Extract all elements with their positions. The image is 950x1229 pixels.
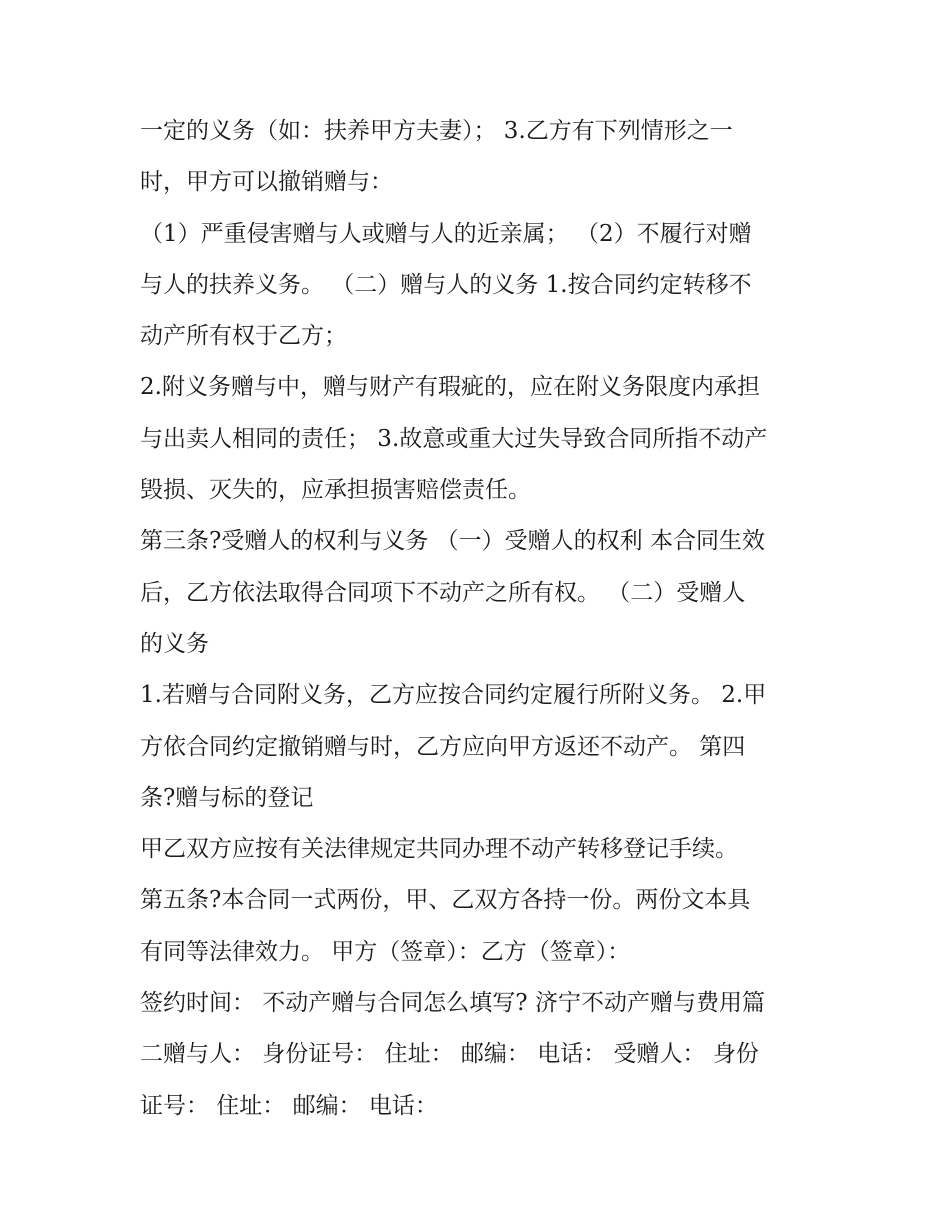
text-line: 条?赠与标的登记	[140, 784, 314, 811]
text-line: 一定的义务（如：扶养甲方夫妻）； 3.乙方有下列情形之一	[140, 118, 733, 144]
text-line: 二赠与人： 身份证号： 住址： 邮编： 电话： 受赠人： 身份	[140, 1041, 759, 1068]
text-line: （1）严重侵害赠与人或赠与人的近亲属； （2）不履行对赠	[140, 220, 752, 247]
text-line: 的义务	[140, 630, 209, 657]
text-line: 与出卖人相同的责任； 3.故意或重大过失导致合同所指不动产	[140, 425, 768, 452]
text-line: 1.若赠与合同附义务，乙方应按合同约定履行所附义务。 2.甲	[140, 682, 767, 709]
text-line: 方依合同约定撤销赠与时，乙方应向甲方返还不动产。 第四	[140, 733, 746, 760]
text-line: 后，乙方依法取得合同项下不动产之所有权。 （二）受赠人	[140, 579, 746, 606]
text-line: 第三条?受赠人的权利与义务 （一）受赠人的权利 本合同生效	[140, 528, 765, 555]
text-line: 2.附义务赠与中，赠与财产有瑕疵的，应在附义务限度内承担	[140, 374, 760, 401]
text-line: 有同等法律效力。 甲方（签章）：乙方（签章）：	[140, 938, 631, 965]
text-line: 证号： 住址： 邮编： 电话：	[140, 1092, 438, 1119]
text-line: 与人的扶养义务。 （二）赠与人的义务 1.按合同约定转移不	[140, 271, 752, 298]
text-line: 签约时间： 不动产赠与合同怎么填写? 济宁不动产赠与费用篇	[140, 990, 765, 1017]
text-line: 动产所有权于乙方；	[140, 323, 347, 350]
text-line: 第五条?本合同一式两份，甲、乙双方各持一份。两份文本具	[140, 887, 751, 914]
text-line: 甲乙双方应按有关法律规定共同办理不动产转移登记手续。	[140, 836, 738, 863]
document-body	[140, 106, 820, 1132]
text-line: 毁损、灭失的，应承担损害赔偿责任。	[140, 477, 531, 504]
text-line: 时，甲方可以撤销赠与：	[140, 169, 393, 196]
